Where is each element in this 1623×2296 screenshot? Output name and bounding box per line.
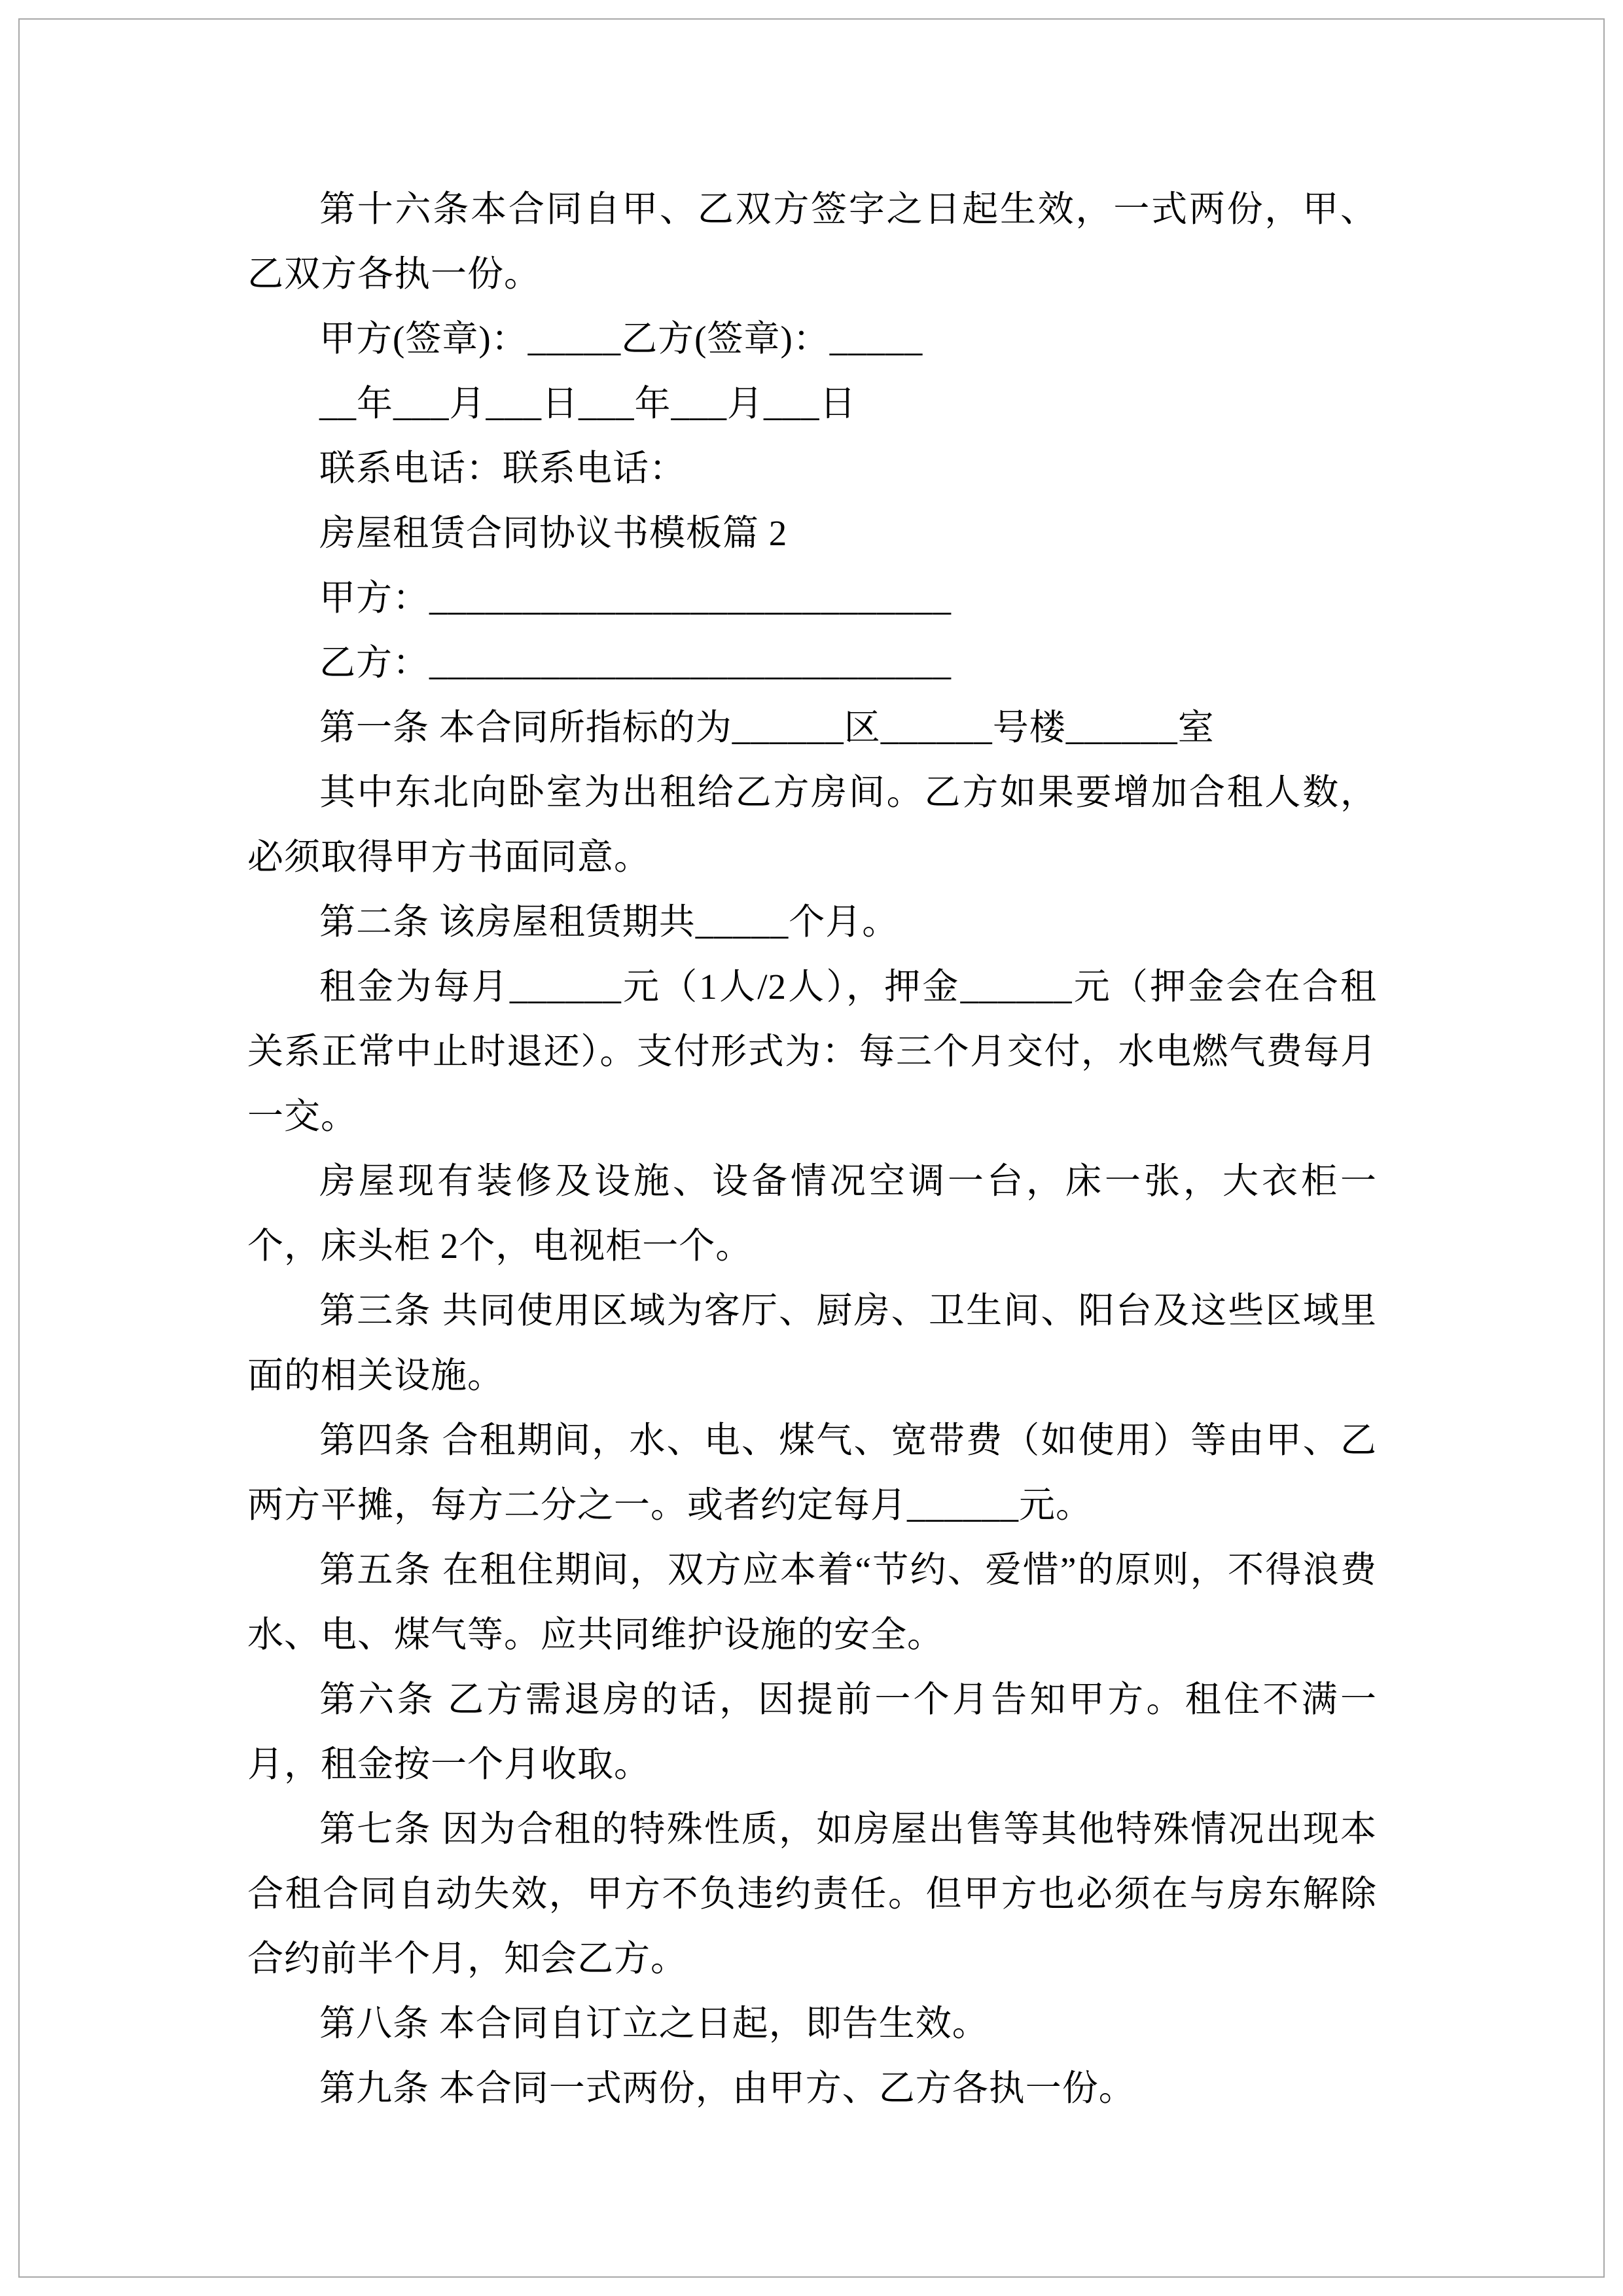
- paragraph: 其中东北向卧室为出租给乙方房间。乙方如果要增加合租人数，必须取得甲方书面同意。: [247, 772, 1377, 877]
- paragraph: 第五条 在租住期间，双方应本着“节约、爱惜”的原则，不得浪费水、电、煤气等。应共同维护设施的安全。: [247, 1550, 1377, 1655]
- paragraph: 第八条 本合同自订立之日起，即告生效。: [319, 2003, 989, 2043]
- paragraph: __年___月___日___年___月___日: [319, 384, 857, 423]
- paragraph: 第四条 合租期间，水、电、煤气、宽带费（如使用）等由甲、乙两方平摊，每方二分之一。或者约定每月______元。: [247, 1420, 1377, 1525]
- paragraph: 乙方：____________________________: [319, 643, 952, 683]
- paragraph: 房屋租赁合同协议书模板篇 2: [319, 513, 788, 553]
- paragraph: 第三条 共同使用区域为客厅、厨房、卫生间、阳台及这些区域里面的相关设施。: [247, 1291, 1377, 1395]
- paragraph: 第十六条本合同自甲、乙双方签字之日起生效，一式两份，甲、乙双方各执一份。: [247, 189, 1377, 294]
- contract-body: [247, 177, 1377, 2121]
- paragraph: 甲方(签章)：_____乙方(签章)：_____: [319, 319, 923, 359]
- paragraph: 第六条 乙方需退房的话，因提前一个月告知甲方。租住不满一月，租金按一个月收取。: [247, 1679, 1377, 1784]
- paragraph: 甲方：____________________________: [319, 578, 952, 618]
- paragraph: 房屋现有装修及设施、设备情况空调一台，床一张，大衣柜一个，床头柜 2个，电视柜一个。: [247, 1161, 1377, 1266]
- paragraph: 联系电话：联系电话：: [319, 448, 687, 488]
- paragraph: 第七条 因为合租的特殊性质，如房屋出售等其他特殊情况出现本合租合同自动失效，甲方不负违约责任。但甲方也必须在与房东解除合约前半个月，知会乙方。: [247, 1809, 1377, 1979]
- paragraph: 第九条 本合同一式两份，由甲方、乙方各执一份。: [319, 2068, 1135, 2108]
- paragraph: 租金为每月______元（1人/2人），押金______元（押金会在合租关系正常中止时退还）。支付形式为：每三个月交付，水电燃气费每月一交。: [247, 967, 1377, 1136]
- paragraph: 第二条 该房屋租赁期共_____个月。: [319, 902, 899, 942]
- paragraph: 第一条 本合同所指标的为______区______号楼______室: [319, 708, 1215, 747]
